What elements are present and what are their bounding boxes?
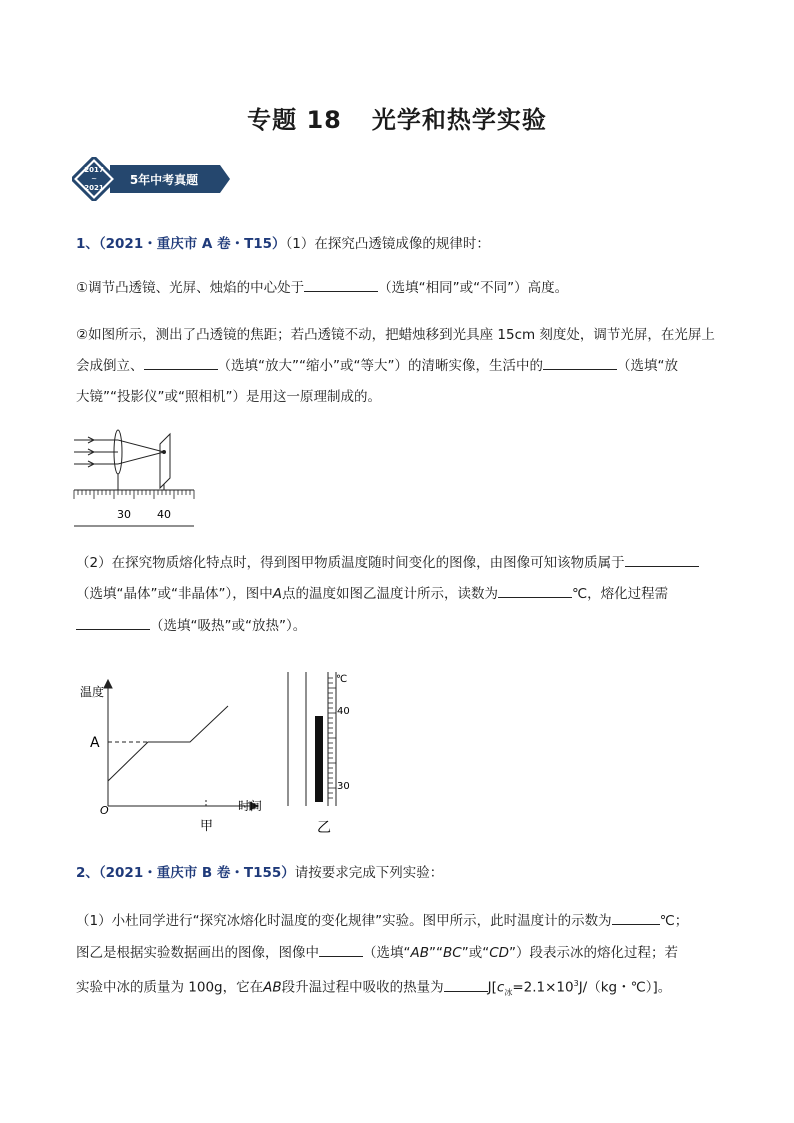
q1-l4: 大镜”“投影仪”或“照相机”）是用这一原理制成的。	[76, 389, 381, 405]
q2-l3a: 实验中冰的质量为 100g，它在	[76, 979, 264, 996]
thermo-caption: 乙	[317, 820, 331, 836]
q1-line3	[76, 350, 726, 382]
q1-p2b3: ℃，熔化过程需	[571, 586, 669, 602]
section-badge	[72, 157, 232, 201]
title-part2: 光学和热学实验	[371, 106, 547, 134]
q1-line2	[76, 319, 726, 351]
q1-p2-line2	[76, 578, 726, 610]
q2-l1a: （1）小杜同学进行“探究冰熔化时温度的变化规律”实验。图甲所示，此时温度计的示数为	[76, 913, 612, 929]
q2-ab: AB	[410, 945, 429, 961]
tick-label-40: 40	[157, 508, 171, 521]
thermometer-ticks	[328, 678, 336, 798]
q2-line1	[76, 905, 726, 937]
answer-blank[interactable]	[625, 552, 699, 567]
light-ray	[118, 452, 164, 464]
q2-l3c: J[	[487, 979, 497, 996]
answer-blank[interactable]	[304, 277, 378, 292]
q2-l2a: 图乙是根据实验数据画出的图像，图像中	[76, 945, 319, 961]
q1-p2-line3	[76, 610, 726, 642]
q1-line4	[76, 381, 726, 413]
q2-l3b: 段升温过程中吸收的热量为	[281, 979, 444, 996]
page-title	[0, 100, 794, 135]
q1-header: 1、（2021・重庆市 A 卷・T15）	[76, 236, 286, 252]
tick-label-30: 30	[117, 508, 131, 521]
q1-line1	[76, 272, 726, 304]
thermo-label-40: 40	[337, 706, 350, 717]
answer-blank[interactable]	[144, 355, 218, 370]
q2-ice-subscript: 冰	[504, 988, 513, 998]
thermo-label-30: 30	[337, 781, 350, 792]
q2-l2c: ”“	[429, 945, 443, 961]
badge-label: 5年中考真题	[129, 173, 199, 187]
q1-l1a: ①调节凸透镜、光屏、烛焰的中心处于	[76, 280, 305, 296]
q1-var-a: A	[272, 586, 282, 602]
graph-origin: O	[100, 804, 109, 817]
focal-point	[163, 451, 166, 454]
q2-header: 2、（2021・重庆市 B 卷・T155）	[76, 865, 295, 881]
answer-blank[interactable]	[543, 355, 617, 370]
q2-header-line	[76, 857, 726, 889]
mercury-column	[315, 716, 323, 802]
q1-intro: （1）在探究凸透镜成像的规律时：	[285, 236, 490, 252]
scale-ticks	[74, 490, 194, 499]
answer-blank[interactable]	[612, 910, 660, 925]
q1-l3c: （选填“放	[616, 358, 678, 374]
badge-year-bottom: 2021	[84, 184, 104, 192]
q1-p2b1: （选填“晶体”或“非晶体”），图中	[76, 586, 273, 602]
q1-p2c: （选填“吸热”或“放热”）。	[150, 618, 307, 634]
title-part1: 专题 18	[247, 106, 342, 134]
graph-caption: 甲	[200, 819, 214, 834]
q1-p2-line1	[76, 547, 726, 579]
q2-intro: 请按要求完成下列实验：	[294, 865, 444, 881]
q1-header-line	[76, 228, 726, 260]
q2-l1b: ℃；	[659, 913, 689, 929]
graph-xlabel: 时间	[238, 799, 263, 813]
q2-l3-ab: AB	[263, 979, 282, 996]
q2-l2e: ”）段表示冰的熔化过程；若	[509, 945, 679, 961]
light-screen	[160, 434, 170, 488]
q2-l3e: J/（kg・℃）]。	[578, 979, 672, 996]
q2-cd: CD	[489, 945, 510, 961]
thermo-unit: ℃	[336, 674, 348, 685]
q2-c: c	[496, 979, 505, 996]
temperature-time-graph	[72, 676, 272, 836]
y-axis-arrow-icon	[104, 680, 112, 688]
answer-blank[interactable]	[76, 615, 150, 630]
thermometer-figure	[280, 668, 360, 838]
graph-point-a: A	[90, 735, 100, 751]
badge-year-sep: ~	[91, 175, 97, 183]
q1-l3a: 会成倒立、	[76, 358, 144, 374]
light-ray	[118, 440, 164, 452]
q1-l2: ②如图所示，测出了凸透镜的焦距；若凸透镜不动，把蜡烛移到光具座 15cm 刻度处，调节光屏，在光屏上	[76, 327, 715, 343]
answer-blank[interactable]	[444, 977, 488, 992]
q2-l3d: =2.1×10	[512, 979, 574, 996]
q2-exponent: 3	[573, 979, 579, 988]
q1-p2a: （2）在探究物质熔化特点时，得到图甲物质温度随时间变化的图像，由图像可知该物质属于	[76, 555, 625, 571]
temperature-curve	[108, 706, 228, 781]
q2-bc: BC	[443, 945, 462, 961]
graph-ylabel: 温度	[80, 685, 105, 699]
q1-l1b: （选填“相同”或“不同”）高度。	[378, 280, 569, 296]
answer-blank[interactable]	[319, 942, 363, 957]
q2-l2b: （选填“	[363, 945, 411, 961]
badge-year-top: 2017	[84, 166, 104, 174]
q2-line3	[76, 968, 726, 1009]
answer-blank[interactable]	[498, 583, 572, 598]
q2-l2d: ”或“	[461, 945, 490, 961]
q2-line2	[76, 937, 726, 969]
optical-bench-figure	[72, 428, 197, 528]
q1-l3b: （选填“放大”“缩小”或“等大”）的清晰实像，生活中的	[217, 358, 543, 374]
q1-p2b2: 点的温度如图乙温度计所示，读数为	[281, 586, 498, 602]
